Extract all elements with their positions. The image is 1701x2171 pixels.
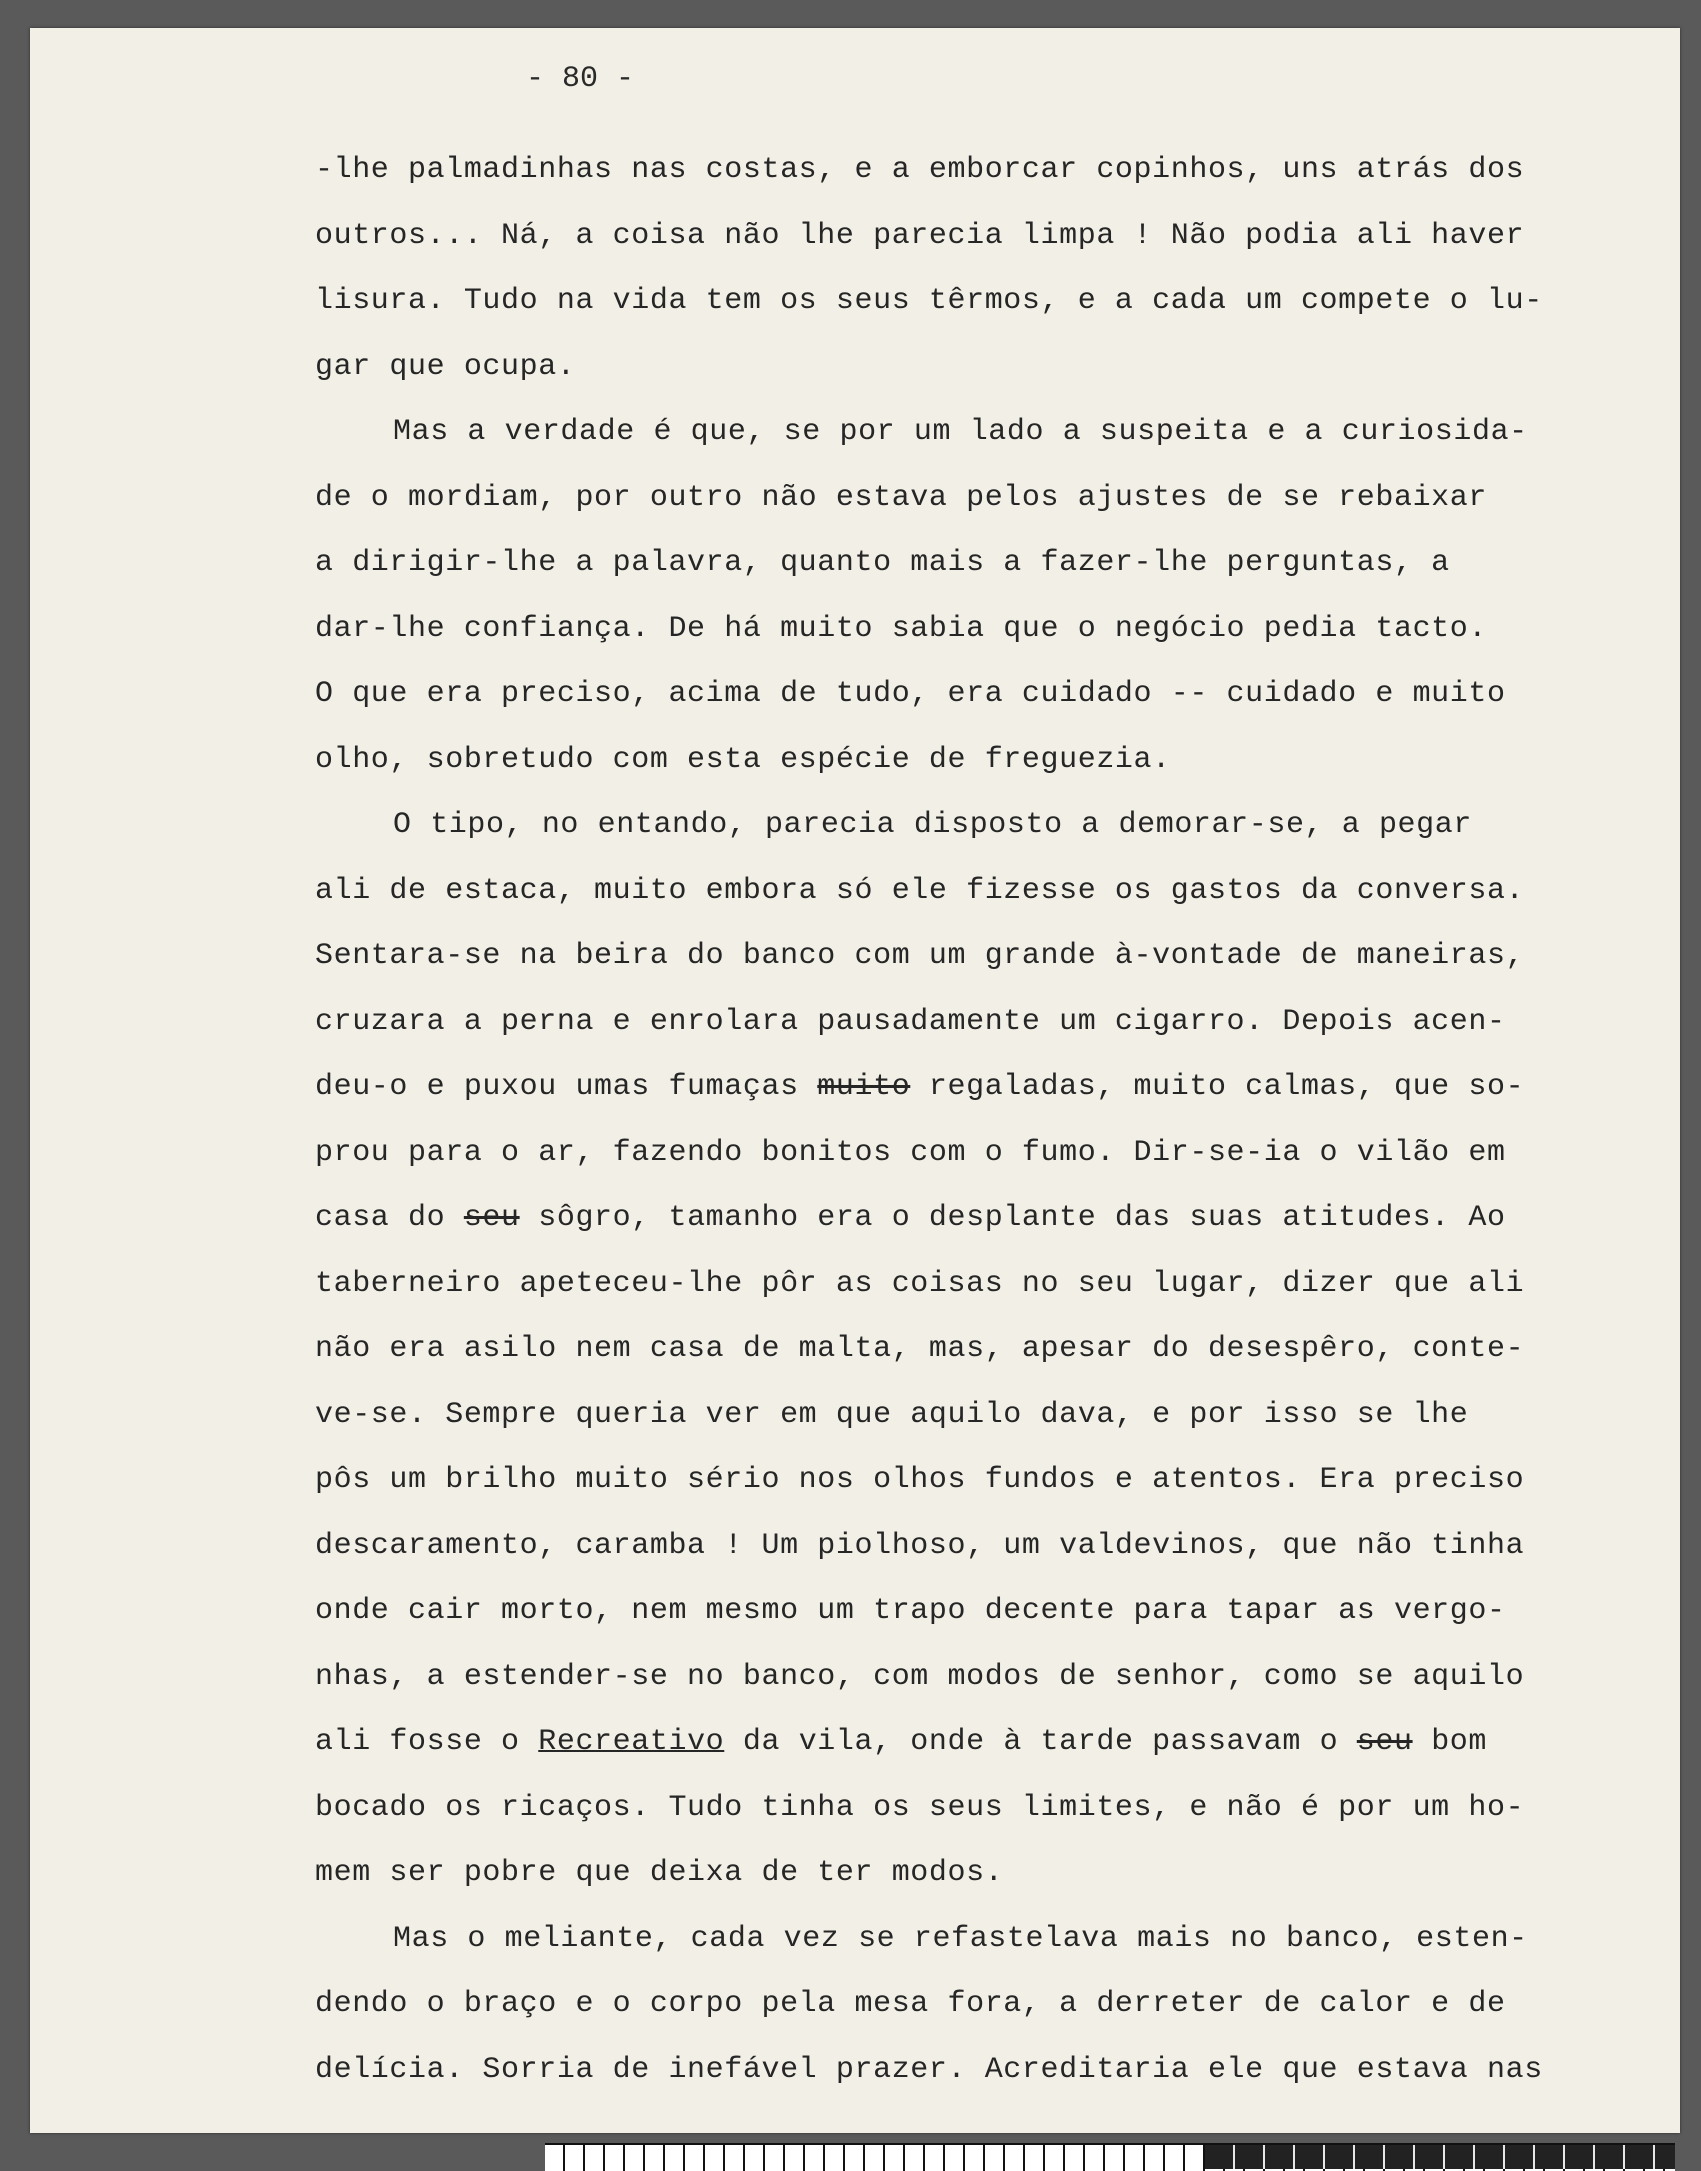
text-line: outros... Ná, a coisa não lhe parecia limpa ! Não podia ali haver	[315, 218, 1525, 253]
text-segment: sôgro, tamanho era o desplante das suas atitudes. Ao	[519, 1201, 1506, 1235]
text-segment: bom	[1412, 1725, 1488, 1759]
text-line: -lhe palmadinhas nas costas, e a emborcar copinhos, uns atrás dos	[315, 153, 1525, 187]
text-line: ve-se. Sempre queria ver em que aquilo dava, e por isso se lhe	[315, 1397, 1469, 1432]
struck-word: seu	[463, 1201, 520, 1235]
text-line: a dirigir-lhe a palavra, quanto mais a fazer-lhe perguntas, a	[315, 546, 1450, 580]
text-line: Mas o meliante, cada vez se refastelava mais no banco, esten-	[393, 1921, 1528, 1956]
text-line: descaramento, caramba ! Um piolhoso, um valdevinos, que não tinha	[315, 1528, 1525, 1563]
text-line: dendo o braço e o corpo pela mesa fora, a derreter de calor e de	[315, 1987, 1506, 2021]
struck-word: muito	[817, 1070, 911, 1104]
text-line	[315, 1055, 1675, 1121]
text-line: prou para o ar, fazendo bonitos com o fumo. Dir-se-ia o vilão em	[315, 1135, 1506, 1170]
scale-ruler-dark-section	[1205, 2145, 1675, 2169]
text-segment: deu-o e puxou umas fumaças	[315, 1070, 818, 1104]
text-line: taberneiro apeteceu-lhe pôr as coisas no seu lugar, dizer que ali	[315, 1266, 1525, 1301]
text-line: delícia. Sorria de inefável prazer. Acreditaria ele que estava nas	[315, 2052, 1543, 2087]
text-line: cruzara a perna e enrolara pausadamente um cigarro. Depois acen-	[315, 1004, 1506, 1039]
text-line: Mas a verdade é que, se por um lado a suspeita e a curiosida-	[393, 415, 1528, 449]
body-text	[315, 138, 1675, 2103]
typewritten-page	[30, 28, 1680, 2133]
text-line: pôs um brilho muito sério nos olhos fundos e atentos. Era preciso	[315, 1463, 1525, 1497]
text-line: lisura. Tudo na vida tem os seus têrmos, e a cada um compete o lu-	[315, 284, 1543, 318]
text-segment: da vila, onde à tarde passavam o	[724, 1725, 1357, 1759]
text-line: nhas, a estender-se no banco, com modos de senhor, como se aquilo	[315, 1659, 1525, 1694]
text-line: O que era preciso, acima de tudo, era cuidado -- cuidado e muito	[315, 677, 1506, 711]
text-segment: ali fosse o	[315, 1725, 539, 1759]
page-number: - 80 -	[525, 62, 635, 96]
text-segment: casa do	[315, 1201, 464, 1235]
text-line: mem ser pobre que deixa de ter modos.	[315, 1856, 1004, 1890]
text-segment: regaladas, muito calmas, que so-	[910, 1070, 1525, 1104]
underlined-word: Recreativo	[538, 1725, 725, 1759]
text-line: onde cair morto, nem mesmo um trapo decente para tapar as vergo-	[315, 1594, 1506, 1628]
text-line: dar-lhe confiança. De há muito sabia que o negócio pedia tacto.	[315, 611, 1487, 646]
text-line: Sentara-se na beira do banco com um grande à-vontade de maneiras,	[315, 939, 1525, 973]
text-line: de o mordiam, por outro não estava pelos ajustes de se rebaixar	[315, 480, 1487, 515]
text-line	[315, 1710, 1675, 1776]
text-line: não era asilo nem casa de malta, mas, apesar do desespêro, conte-	[315, 1332, 1525, 1366]
text-line	[315, 1186, 1675, 1252]
text-line: bocado os ricaços. Tudo tinha os seus limites, e não é por um ho-	[315, 1790, 1525, 1825]
text-line: olho, sobretudo com esta espécie de freguezia.	[315, 742, 1171, 777]
text-line: O tipo, no entando, parecia disposto a demorar-se, a pegar	[393, 808, 1472, 842]
text-line: ali de estaca, muito embora só ele fizesse os gastos da conversa.	[315, 873, 1525, 908]
struck-word: seu	[1356, 1725, 1413, 1759]
text-line: gar que ocupa.	[315, 349, 576, 384]
